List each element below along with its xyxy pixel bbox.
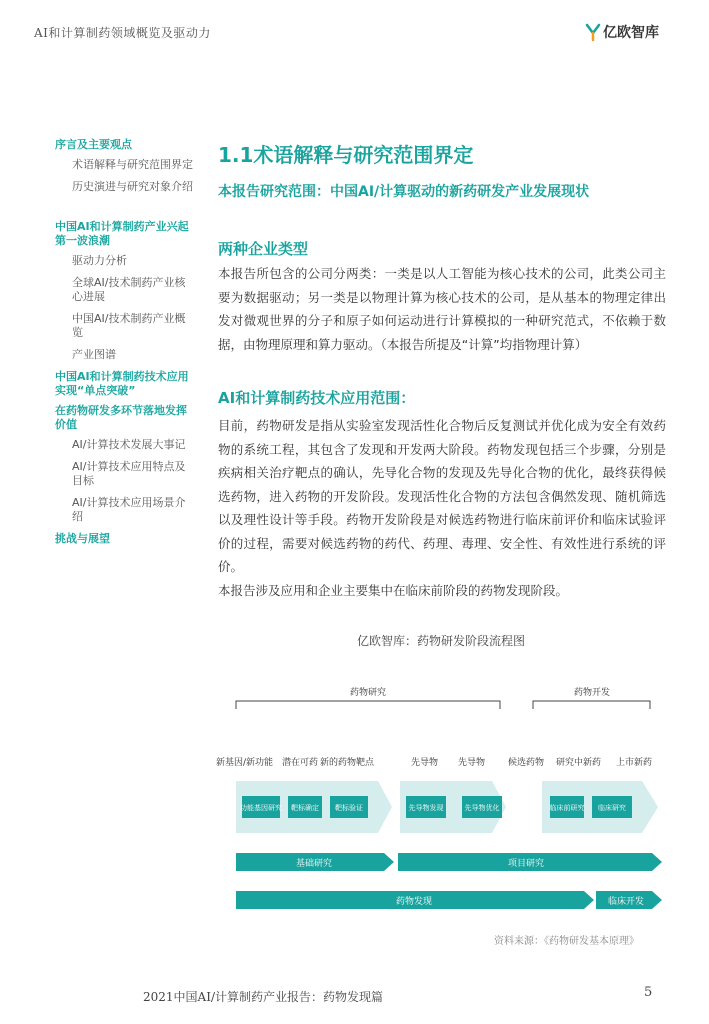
bracket-label: 药物开发 [573,688,611,698]
page-number: 5 [644,985,653,1000]
stage-label: 候选药物 [508,758,545,768]
box-label: 靶标确定 [291,804,319,812]
toc-item[interactable]: 中国AI/技术制药产业概览 [72,312,186,339]
box-label: 先导物优化 [464,804,500,812]
report-header-title: AI和计算制药领域概览及驱动力 [34,26,211,40]
toc-section [55,138,195,194]
box-label: 功能基因研究 [240,804,282,812]
toc-heading[interactable]: 中国AI和计算制药产业兴起第一波浪潮 [55,220,189,247]
bar-label: 基础研究 [295,859,333,869]
box-label: 临床前研究 [549,804,585,812]
footer-title: 2021中国AI/计算制药产业报告：药物发现篇 [143,990,383,1004]
bracket-label: 药物研究 [349,688,387,698]
stage-label: 潜在可药 [282,758,319,768]
drug-rd-flow-diagram [216,685,668,915]
toc-item[interactable]: 全球AI/技术制药产业核心进展 [72,276,186,303]
stage-label: 新的药物靶点 [320,758,375,768]
research-scope-heading: 本报告研究范围：中国AI/计算驱动的新药研发产业发展现状 [218,184,590,200]
flow-diagram-svg [216,685,668,915]
stage-label: 先导物 [458,758,486,768]
toc-item[interactable]: AI/计算技术发展大事记 [72,438,186,451]
stage-label: 研究中新药 [556,758,602,768]
toc-item[interactable]: 术语解释与研究范围界定 [72,158,193,171]
logo-icon [585,23,601,41]
bar-label: 临床开发 [607,897,645,907]
logo-text: 亿欧智库 [603,25,659,41]
toc-section [55,404,195,524]
toc-heading[interactable]: 中国AI和计算制药技术应用实现“单点突破” [55,370,189,397]
box-label: 临床研究 [598,804,626,812]
paragraph: 本报告所包含的公司分两类：一类是以人工智能为核心技术的公司，此类公司主要为数据驱动；另一类是以物理计算为核心技术的公司，是从基本的物理定律出发对微观世界的分子和原子如何运动进行计算模拟的一种研究范式，不依赖于数据，由物理原理和算力驱动。（本报告所提及“计算”均指物理计算） [218,266,666,352]
toc-heading[interactable]: 在药物研发多环节落地发挥价值 [55,404,187,431]
stage-label: 上市新药 [616,758,653,768]
toc-section [55,220,195,362]
toc-item[interactable]: 产业图谱 [72,348,116,361]
toc-item[interactable]: 驱动力分析 [72,254,127,267]
bar-label: 药物发现 [395,897,433,907]
brand-logo [585,22,659,42]
section-heading: 两种企业类型 [218,240,309,258]
toc-item[interactable]: AI/计算技术应用场景介绍 [72,496,186,523]
stage-label: 先导物 [411,758,439,768]
toc-item[interactable]: AI/计算技术应用特点及目标 [72,460,186,487]
box-label: 靶标验证 [335,804,363,812]
paragraph: 目前，药物研发是指从实验室发现活性化合物后反复测试并优化成为安全有效药物的系统工程，其包含了发现和开发两大阶段。药物发现包括三个步骤，分别是疾病相关治疗靶点的确认，先导化合物的发现及先导化合物的优化，最终获得候选药物，进入药物的开发阶段。发现活性化合物的方法包含偶然发现、随机筛选以及理性设计等手段。药物开发阶段是对候选药物进行临床前评价和临床试验评价的过程，需要对候选药物的药代、药理、毒理、安全性、有效性进行系统的评价。 [218,418,666,574]
bar-label: 项目研究 [507,859,545,869]
section-heading: AI和计算制药技术应用范围： [218,389,416,407]
toc-item[interactable]: 历史演进与研究对象介绍 [72,180,193,193]
paragraph: 本报告涉及应用和企业主要集中在临床前阶段的药物发现阶段。 [218,583,569,598]
toc-heading[interactable]: 序言及主要观点 [55,138,132,151]
page-title: 1.1术语解释与研究范围界定 [218,143,474,167]
toc-heading[interactable]: 挑战与展望 [55,532,110,545]
figure-title: 亿欧智库：药物研发阶段流程图 [357,634,526,648]
sidebar-toc [55,138,195,552]
source-note: 资料来源：《药物研发基本原理》 [494,936,639,947]
toc-section [55,370,195,398]
box-label: 先导物发现 [408,804,444,812]
toc-section [55,532,195,546]
stage-label: 新基因/新功能 [216,758,274,768]
